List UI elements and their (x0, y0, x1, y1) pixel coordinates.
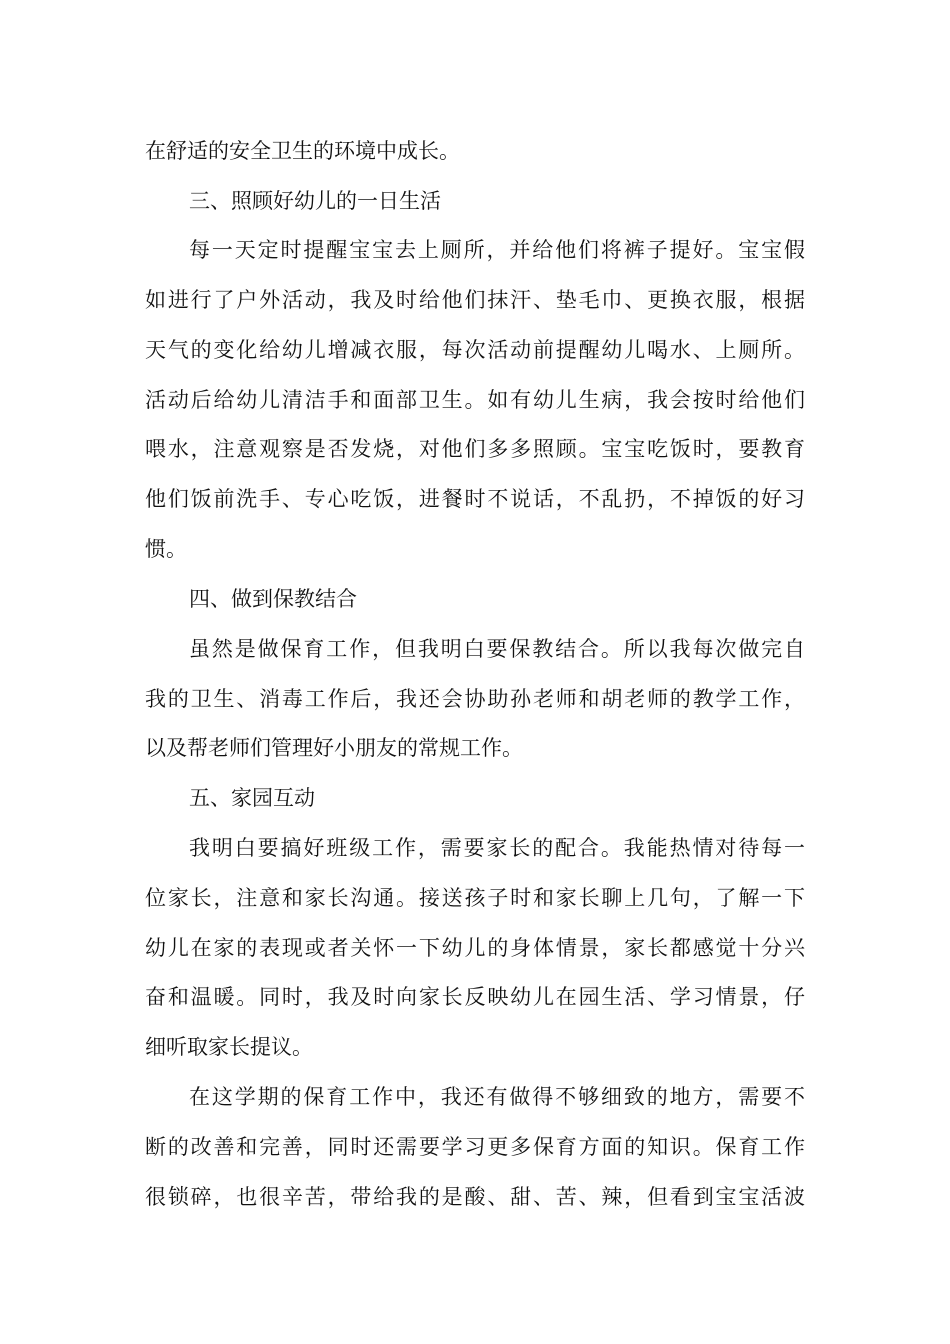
body-text-line: 位家长，注意和家长沟通。接送孩子时和家长聊上几句，了解一下 (145, 886, 805, 910)
body-text-line: 在这学期的保育工作中，我还有做得不够细致的地方，需要不 (189, 1085, 805, 1109)
body-text-line: 在舒适的安全卫生的环境中成长。 (145, 139, 460, 163)
section-heading-3: 三、照顾好幼儿的一日生活 (189, 189, 441, 213)
body-text-line: 细听取家长提议。 (145, 1035, 313, 1059)
body-text-line: 幼儿在家的表现或者关怀一下幼儿的身体情景，家长都感觉十分兴 (145, 936, 805, 960)
section-heading-4: 四、做到保教结合 (189, 587, 357, 611)
body-text-line: 我的卫生、消毒工作后，我还会协助孙老师和胡老师的教学工作， (145, 687, 805, 711)
body-text-line: 每一天定时提醒宝宝去上厕所，并给他们将裤子提好。宝宝假 (189, 238, 805, 262)
body-text-line: 惯。 (145, 537, 187, 561)
body-text-line: 如进行了户外活动，我及时给他们抹汗、垫毛巾、更换衣服，根据 (145, 288, 805, 312)
body-text-line: 很锁碎，也很辛苦，带给我的是酸、甜、苦、辣，但看到宝宝活波 (145, 1185, 805, 1209)
body-text-line: 断的改善和完善，同时还需要学习更多保育方面的知识。保育工作 (145, 1135, 805, 1159)
body-text-line: 虽然是做保育工作，但我明白要保教结合。所以我每次做完自 (189, 637, 805, 661)
body-text-line: 喂水，注意观察是否发烧，对他们多多照顾。宝宝吃饭时，要教育 (145, 437, 805, 461)
body-text-line: 我明白要搞好班级工作，需要家长的配合。我能热情对待每一 (189, 836, 805, 860)
body-text-line: 奋和温暖。同时，我及时向家长反映幼儿在园生活、学习情景，仔 (145, 985, 805, 1009)
body-text-line: 他们饭前洗手、专心吃饭，进餐时不说话，不乱扔，不掉饭的好习 (145, 487, 805, 511)
body-text-line: 以及帮老师们管理好小朋友的常规工作。 (145, 736, 523, 760)
body-text-line: 天气的变化给幼儿增减衣服，每次活动前提醒幼儿喝水、上厕所。 (145, 338, 805, 362)
body-text-line: 活动后给幼儿清洁手和面部卫生。如有幼儿生病，我会按时给他们 (145, 388, 805, 412)
section-heading-5: 五、家园互动 (189, 786, 315, 810)
